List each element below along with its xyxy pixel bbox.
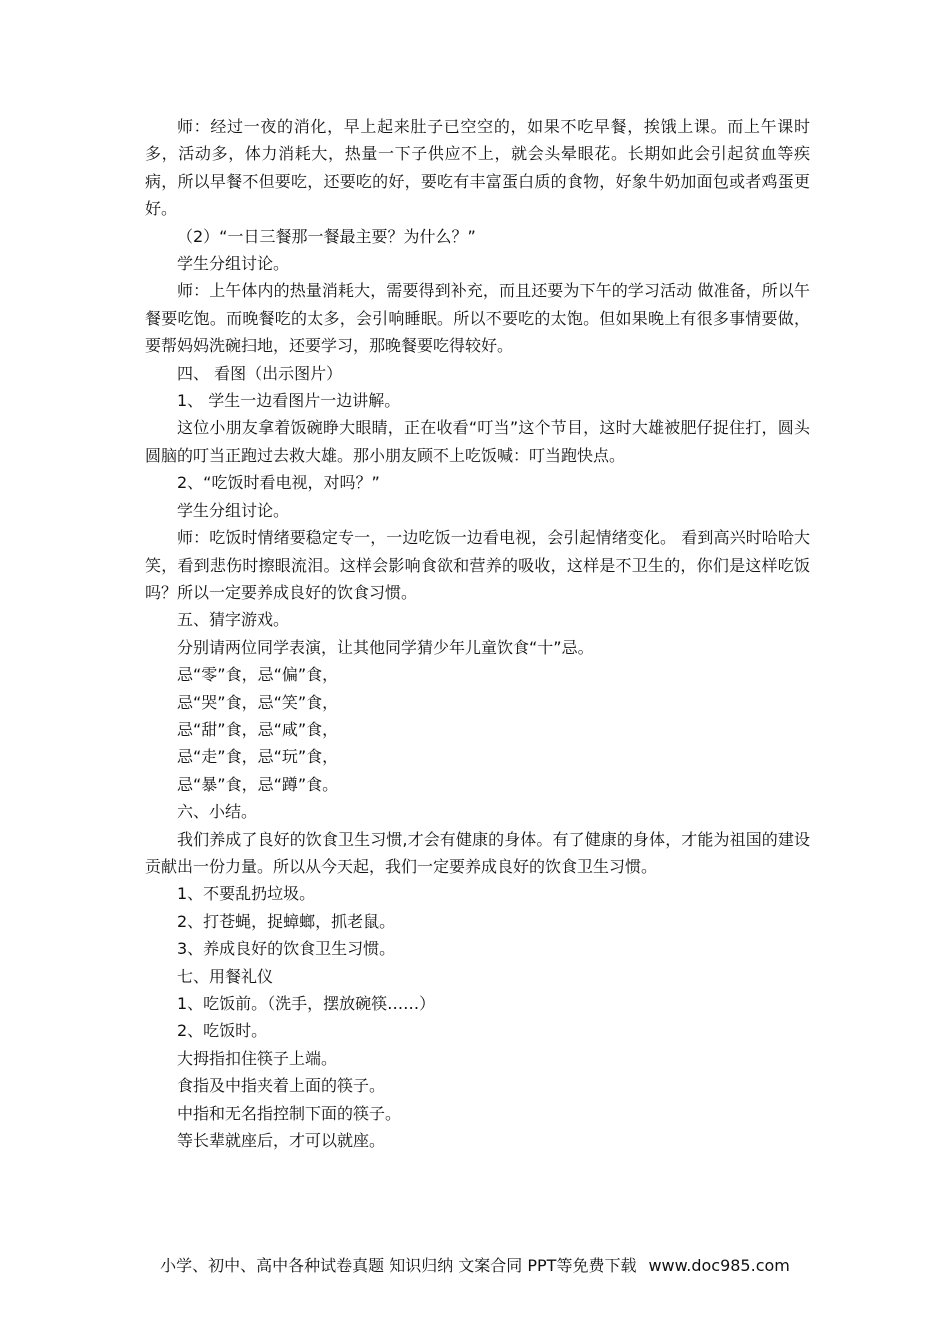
section-heading: 七、用餐礼仪 — [177, 966, 274, 986]
list-item: 忌“哭”食，忌“笑”食， — [177, 692, 339, 712]
list-item: 1、不要乱扔垃圾。 — [177, 884, 316, 904]
paragraph: （2）“一日三餐那一餐最主要？为什么？” — [177, 226, 476, 246]
list-item: 忌“暴”食，忌“蹲”食。 — [177, 774, 339, 794]
paragraph: 师：吃饭时情绪要稳定专一，一边吃饭一边看电视，会引起情绪变化。 看到高兴时哈哈大笑，看到悲伤时擦眼流泪。这样会影响食欲和营养的吸收，这样是不卫生的，你们是这样吃饭吗？所以一定要养成良好的饮食习惯。 — [145, 528, 810, 602]
paragraph: 师：上午体内的热量消耗大，需要得到补充，而且还要为下午的学习活动 做准备，所以午餐要吃饱。而晚餐吃的太多，会引响睡眠。所以不要吃的太饱。但如果晚上有很多事情要做，要帮妈妈洗碗扫地，还要学习，那晚餐要吃得较好。 — [145, 281, 810, 356]
paragraph: 学生分组讨论。 — [177, 500, 290, 520]
document-body — [145, 113, 810, 1154]
list-item: 2、打苍蝇，捉蟑螂，抓老鼠。 — [177, 911, 396, 931]
paragraph: 这位小朋友拿着饭碗睁大眼睛，正在收看“叮当”这个节目，这时大雄被肥仔捉住打，圆头圆脑的叮当正跑过去救大雄。那小朋友顾不上吃饭喊：叮当跑快点。 — [145, 418, 810, 465]
paragraph: 学生分组讨论。 — [177, 254, 290, 274]
section-heading: 六、小结。 — [177, 802, 258, 822]
paragraph: 中指和无名指控制下面的筷子。 — [177, 1103, 402, 1123]
footer-text: 小学、初中、高中各种试卷真题 知识归纳 文案合同 PPT等免费下载 — [160, 1256, 637, 1275]
footer-website-link[interactable]: www.doc985.com — [648, 1256, 790, 1275]
paragraph: 2、“吃饭时看电视，对吗？” — [177, 473, 380, 493]
paragraph: 大拇指扣住筷子上端。 — [177, 1048, 338, 1068]
paragraph: 食指及中指夹着上面的筷子。 — [177, 1076, 386, 1096]
list-item: 1、吃饭前。（洗手，摆放碗筷……） — [177, 994, 436, 1013]
page-footer — [0, 1253, 950, 1276]
paragraph: 我们养成了良好的饮食卫生习惯,才会有健康的身体。有了健康的身体，才能为祖国的建设贡献出一份力量。所以从今天起，我们一定要养成良好的饮食卫生习惯。 — [145, 829, 810, 876]
paragraph: 师：经过一夜的消化，早上起来肚子已空空的，如果不吃早餐，挨饿上课。而上午课时多，活动多，体力消耗大，热量一下子供应不上，就会头晕眼花。长期如此会引起贫血等疾病，所以早餐不但要吃，还要吃的好，要吃有丰富蛋白质的食物，好象牛奶加面包或者鸡蛋更好。 — [145, 117, 810, 219]
list-item: 2、吃饭时。 — [177, 1021, 268, 1041]
paragraph: 分别请两位同学表演，让其他同学猜少年儿童饮食“十”忌。 — [177, 637, 594, 657]
paragraph: 等长辈就座后，才可以就座。 — [177, 1131, 386, 1151]
paragraph: 1、 学生一边看图片一边讲解。 — [177, 391, 401, 411]
section-heading: 五、猜字游戏。 — [177, 610, 290, 630]
section-heading: 四、 看图（出示图片） — [177, 363, 343, 383]
list-item: 忌“甜”食，忌“咸”食， — [177, 719, 339, 739]
list-item: 忌“走”食，忌“玩”食， — [177, 747, 339, 767]
list-item: 忌“零”食，忌“偏”食， — [177, 665, 339, 685]
list-item: 3、养成良好的饮食卫生习惯。 — [177, 939, 396, 959]
